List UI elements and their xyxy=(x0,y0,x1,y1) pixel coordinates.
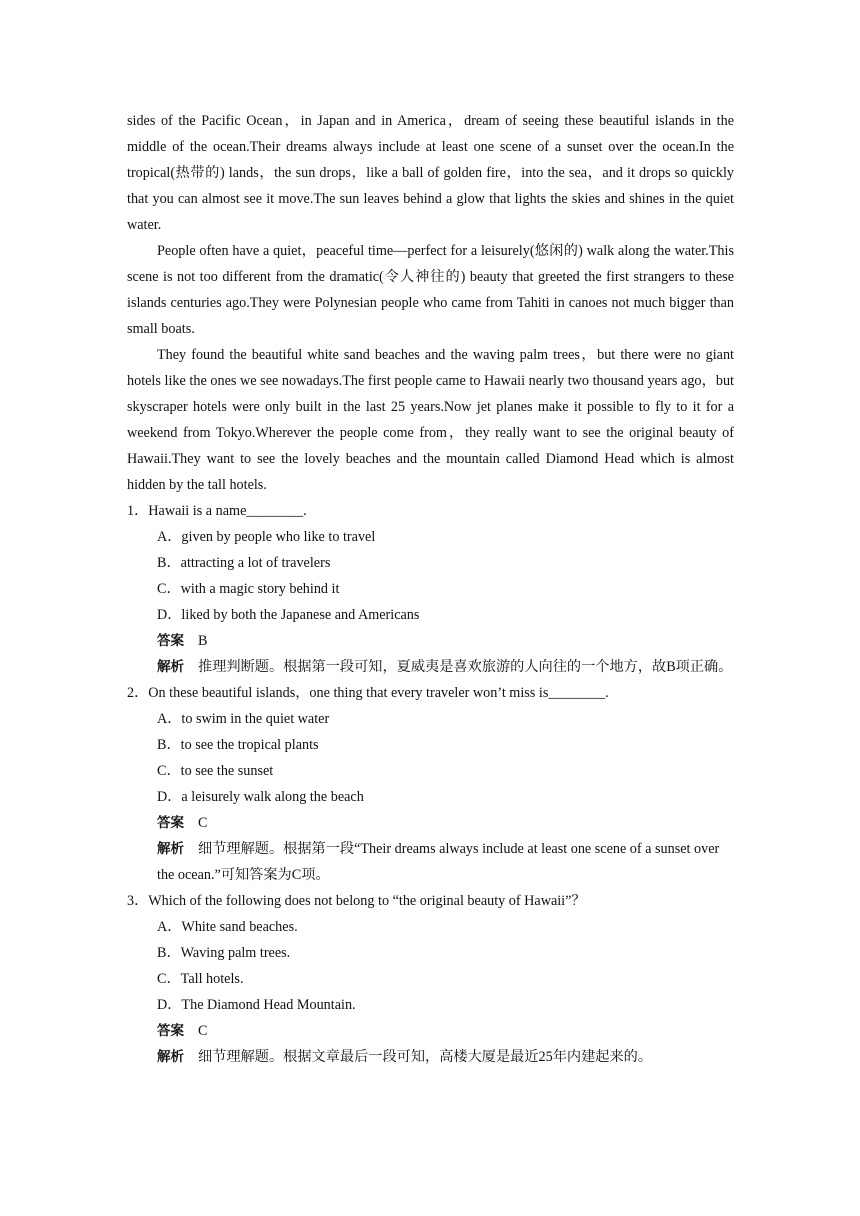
analysis-label: 解析 xyxy=(157,841,184,857)
analysis-line xyxy=(127,836,734,888)
analysis-text: 细节理解题。根据文章最后一段可知，高楼大厦是最近25年内建起来的。 xyxy=(198,1049,653,1065)
passage-paragraph-2: People often have a quiet，peaceful time—perfect for a leisurely(悠闲的) walk along the water.This scene is not too different from the dramatic(令人神往的) beauty that greeted the first strangers to these islands centuries ago.They were Polynesian people who came from Tahiti in canoes not much bigger than small boats. xyxy=(127,243,734,337)
passage-paragraph-1: sides of the Pacific Ocean，in Japan and in America，dream of seeing these beautiful islands in the middle of the ocean.Their dreams always include at least one scene of a sunset over the ocean.In the tropical(热带的) lands，the sun drops，like a ball of golden fire，into the sea，and it drops so quickly that you can almost see it move.The sun leaves behind a glow that lights the skies and shines in the quiet water. xyxy=(127,113,734,233)
analysis-line xyxy=(127,654,734,680)
analysis-label: 解析 xyxy=(157,1049,184,1065)
answer-label: 答案 xyxy=(157,1023,184,1039)
question-stem: 1．Hawaii is a name________. xyxy=(127,503,307,519)
passage-paragraph-3: They found the beautiful white sand beaches and the waving palm trees，but there were no giant hotels like the ones we see nowadays.The first people came to Hawaii nearly two thousand years ago，but skyscraper hotels were only built in the last 25 years.Now jet planes make it possible to fly to it for a weekend from Tokyo.Wherever the people come from，they really want to see the original beauty of Hawaii.They want to see the lovely beaches and the mountain called Diamond Head which is almost hidden by the tall hotels. xyxy=(127,347,734,493)
question-1 xyxy=(127,498,734,680)
option-b: B．attracting a lot of travelers xyxy=(157,555,331,571)
analysis-line xyxy=(127,1044,734,1070)
answer-label: 答案 xyxy=(157,815,184,831)
option-d: D．a leisurely walk along the beach xyxy=(157,789,364,805)
answer-value: C xyxy=(198,1023,208,1039)
analysis-label: 解析 xyxy=(157,659,184,675)
answer-value: B xyxy=(198,633,208,649)
answer-label: 答案 xyxy=(157,633,184,649)
analysis-text: 细节理解题。根据第一段“Their dreams always include at least one scene of a sunset over the ocean.”可知答案为C项。 xyxy=(157,841,720,883)
option-a: A．White sand beaches. xyxy=(157,919,298,935)
option-list xyxy=(127,914,734,1018)
option-b: B．to see the tropical plants xyxy=(157,737,319,753)
option-d: D．The Diamond Head Mountain. xyxy=(157,997,356,1013)
answer-line xyxy=(127,810,734,836)
question-2 xyxy=(127,680,734,888)
answer-line xyxy=(127,1018,734,1044)
question-stem: 3．Which of the following does not belong to “the original beauty of Hawaii”？ xyxy=(127,893,586,909)
option-a: A．to swim in the quiet water xyxy=(157,711,330,727)
question-stem: 2．On these beautiful islands，one thing that every traveler won’t miss is________. xyxy=(127,685,609,701)
answer-value: C xyxy=(198,815,208,831)
option-d: D．liked by both the Japanese and Americans xyxy=(157,607,420,623)
option-b: B．Waving palm trees. xyxy=(157,945,291,961)
analysis-text: 推理判断题。根据第一段可知，夏威夷是喜欢旅游的人向往的一个地方，故B项正确。 xyxy=(198,659,733,675)
document-body xyxy=(127,108,734,1070)
answer-line xyxy=(127,628,734,654)
option-c: C．to see the sunset xyxy=(157,763,274,779)
option-a: A．given by people who like to travel xyxy=(157,529,376,545)
option-c: C．Tall hotels. xyxy=(157,971,244,987)
option-list xyxy=(127,706,734,810)
option-list xyxy=(127,524,734,628)
option-c: C．with a magic story behind it xyxy=(157,581,340,597)
question-3 xyxy=(127,888,734,1070)
